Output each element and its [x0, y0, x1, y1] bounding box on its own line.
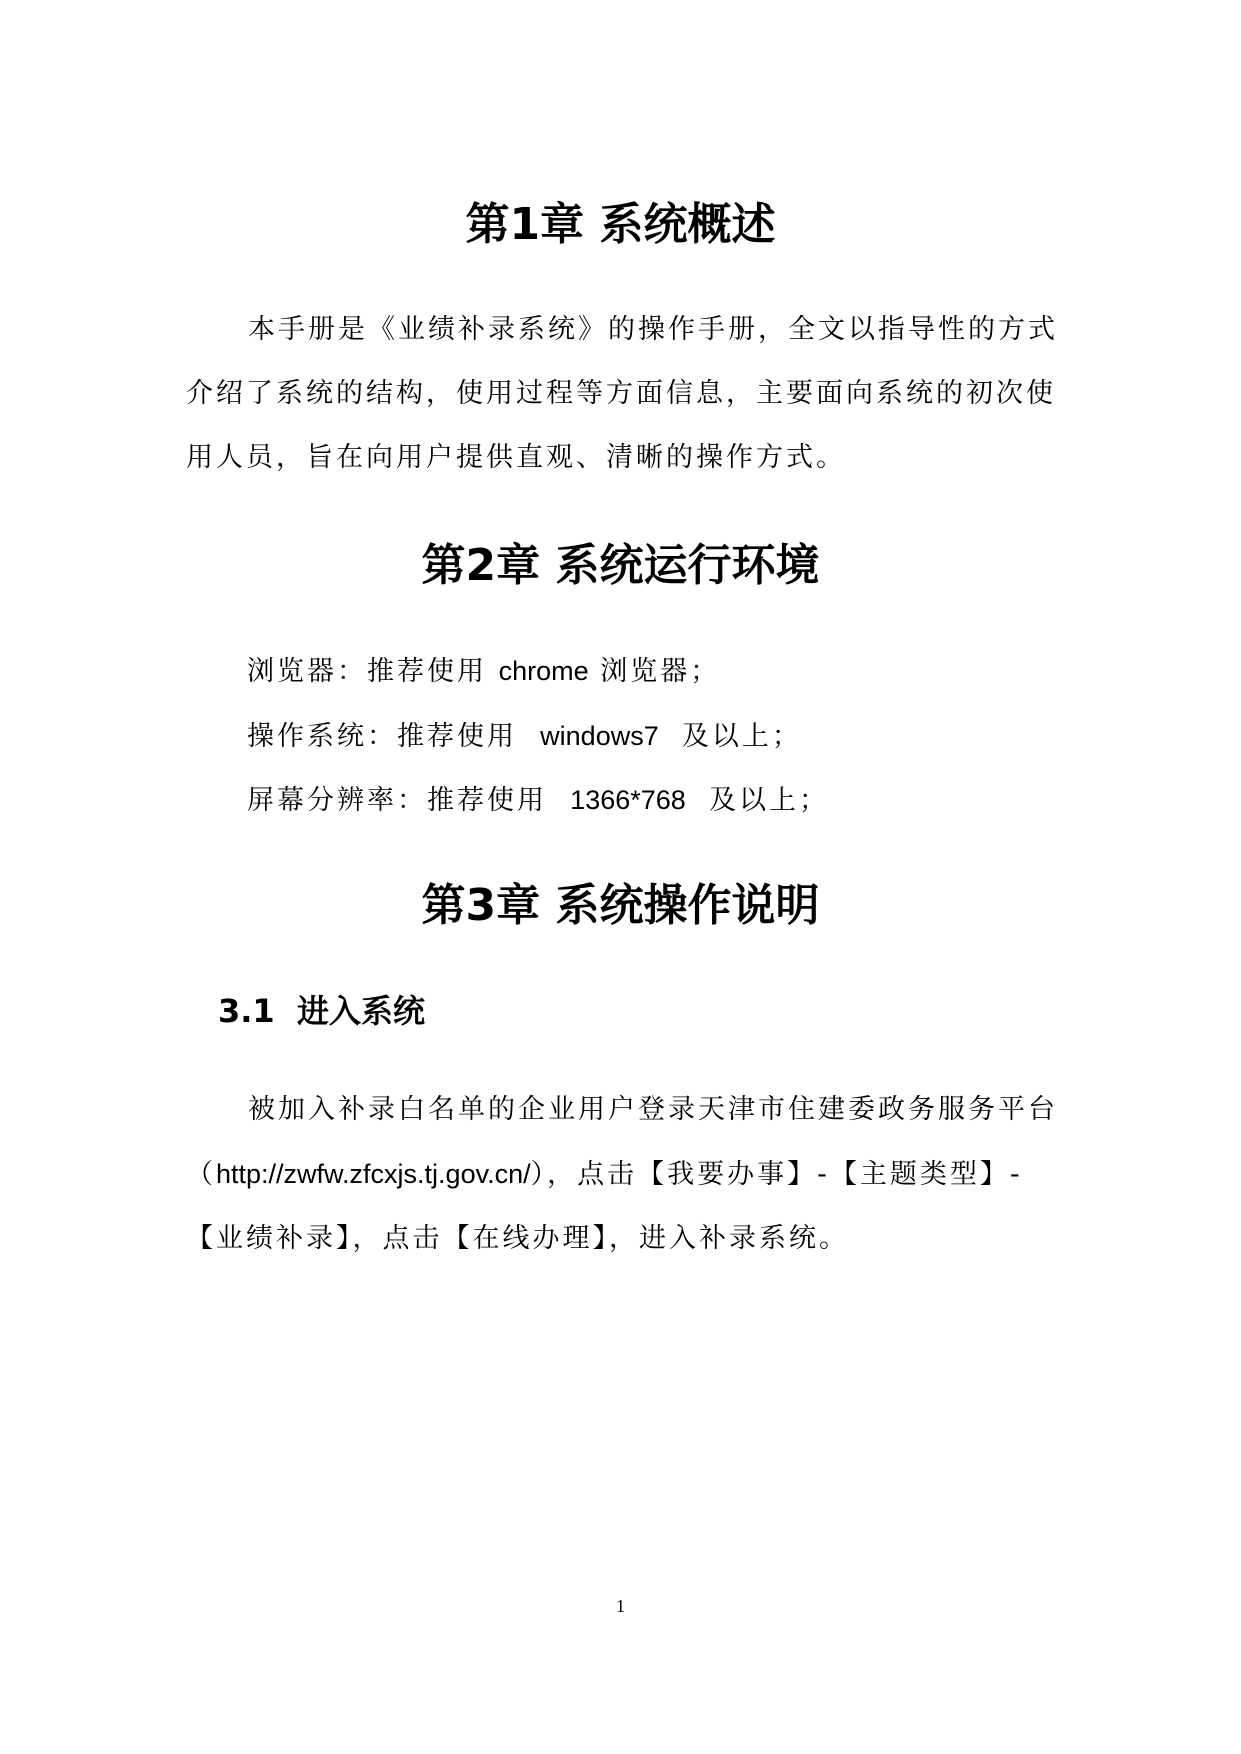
- env-os-value: windows7: [540, 721, 659, 751]
- env-resolution-value: 1366*768: [570, 785, 686, 815]
- platform-url-link[interactable]: http://zwfw.zfcxjs.tj.gov.cn/: [216, 1159, 531, 1189]
- chapter-2-title: 第2章 系统运行环境: [421, 540, 820, 591]
- env-resolution-label: 屏幕分辨率：推荐使用: [247, 785, 571, 816]
- env-browser-label: 浏览器：推荐使用: [247, 656, 499, 687]
- section-3-1-paragraph: [186, 1078, 1066, 1271]
- chapter-1-paragraph: [186, 298, 1066, 490]
- chapter-1-title: 第1章 系统概述: [465, 199, 776, 250]
- env-os-line: [247, 716, 802, 757]
- env-resolution-suffix: 及以上；: [685, 785, 829, 816]
- env-browser-line: [247, 651, 720, 692]
- section-3-1-paragraph-part2: ），点击【我要办事】-【主题类型】-【业绩补录】，点击【在线办理】，进入补录系统。: [186, 1159, 1023, 1254]
- section-3-1-title: 3.1 进入系统: [218, 992, 425, 1030]
- section-3-1-paragraph-part1: 被加入补录白名单的企业用户登录天津市住建委政务服务平台（: [186, 1094, 1058, 1190]
- env-os-label: 操作系统：推荐使用: [247, 721, 541, 752]
- env-os-suffix: 及以上；: [658, 721, 802, 752]
- env-browser-value: chrome: [498, 656, 589, 686]
- chapter-1-paragraph-text: 本手册是《业绩补录系统》的操作手册，全文以指导性的方式介绍了系统的结构，使用过程等方面信息，主要面向系统的初次使用人员，旨在向用户提供直观、清晰的操作方式。: [186, 314, 1058, 473]
- page-number: 1: [616, 1596, 625, 1616]
- chapter-3-title: 第3章 系统操作说明: [421, 880, 820, 931]
- env-resolution-line: [247, 780, 829, 821]
- env-browser-suffix: 浏览器；: [588, 656, 721, 687]
